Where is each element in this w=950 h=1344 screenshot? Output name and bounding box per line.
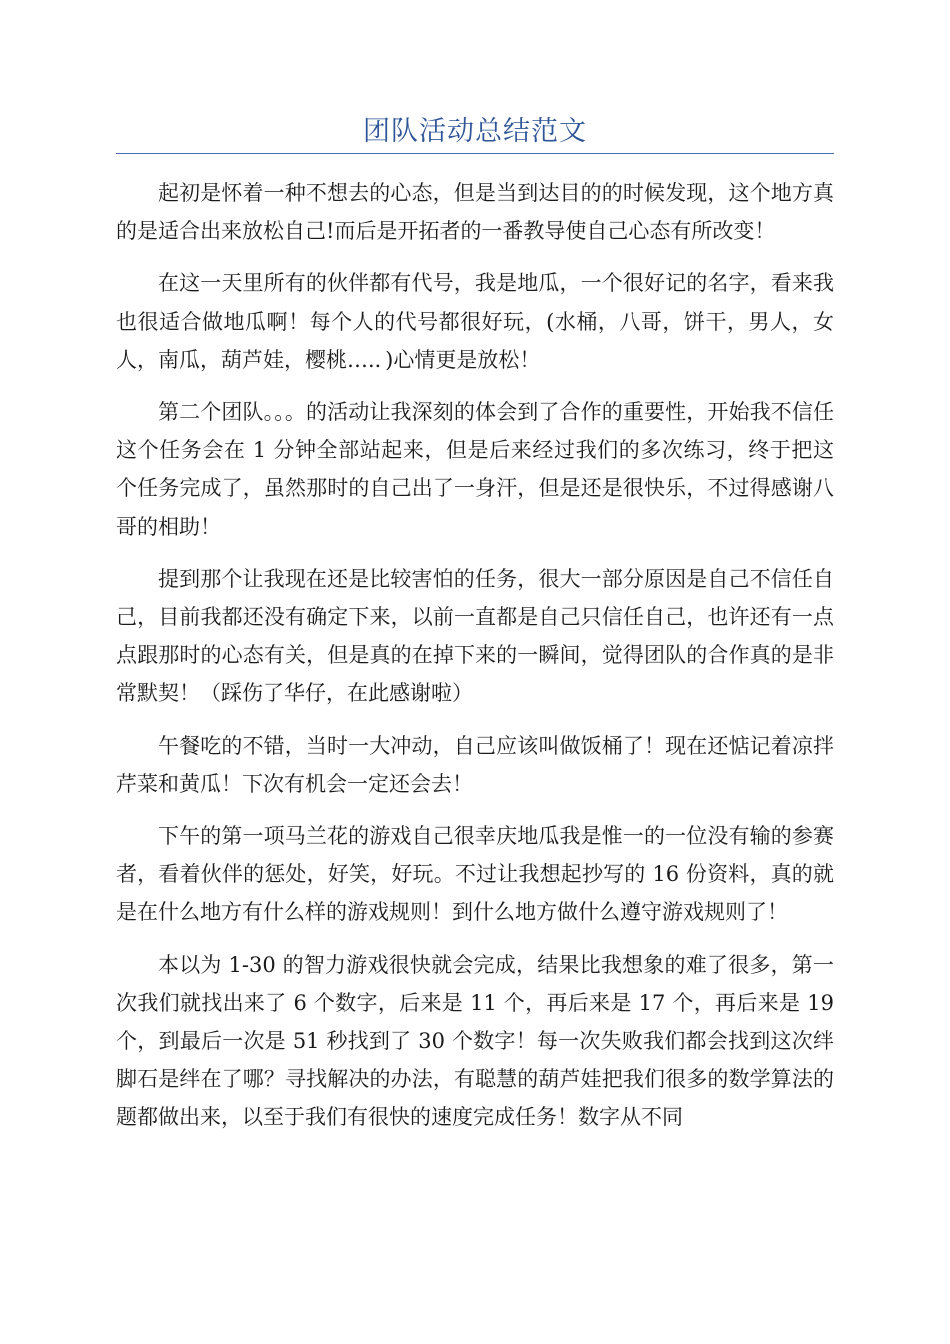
paragraph-6: 下午的第一项马兰花的游戏自己很幸庆地瓜我是惟一的一位没有输的参赛者，看着伙伴的惩处，好笑，好玩。不过让我想起抄写的 16 份资料，真的就是在什么地方有什么样的游戏规则！到什么地方做什么遵守游戏规则了！ [116,824,834,925]
document-body [116,174,834,1151]
paragraph-1: 起初是怀着一种不想去的心态，但是当到达目的的时候发现，这个地方真的是适合出来放松自己!而后是开拓者的一番教导使自己心态有所改变！ [116,181,834,244]
document-title: 团队活动总结范文 [363,116,587,147]
paragraph-3: 第二个团队。。。的活动让我深刻的体会到了合作的重要性，开始我不信任这个任务会在 1 分钟全部站起来，但是后来经过我们的多次练习，终于把这个任务完成了，虽然那时的自己出了一身汗，但是还是很快乐，不过得感谢八哥的相助！ [116,400,834,539]
paragraph-7: 本以为 1-30 的智力游戏很快就会完成，结果比我想象的难了很多，第一次我们就找出来了 6 个数字，后来是 11 个，再后来是 17 个，再后来是 19 个，到最后一次是 51 秒找到了 30 个数字！每一次失败我们都会找到这次绊脚石是绊在了哪？寻找解决的办法，有聪慧的葫芦娃把我们很多的数学算法的题都做出来，以至于我们有很快的速度完成任务！数字从不同 [116,952,834,1130]
paragraph-4: 提到那个让我现在还是比较害怕的任务，很大一部分原因是自己不信任自己，目前我都还没有确定下来，以前一直都是自己只信任自己，也许还有一点点跟那时的心态有关，但是真的在掉下来的一瞬间，觉得团队的合作真的是非常默契！（踩伤了华仔，在此感谢啦） [116,566,834,706]
paragraph-5: 午餐吃的不错，当时一大冲动，自己应该叫做饭桶了！现在还惦记着凉拌芹菜和黄瓜！下次有机会一定还会去！ [116,733,834,796]
paragraph-2: 在这一天里所有的伙伴都有代号，我是地瓜，一个很好记的名字，看来我也很适合做地瓜啊！每个人的代号都很好玩，(水桶，八哥，饼干，男人，女人，南瓜，葫芦娃，樱桃….．)心情更是放松！ [116,271,834,372]
title-underline [116,153,834,154]
